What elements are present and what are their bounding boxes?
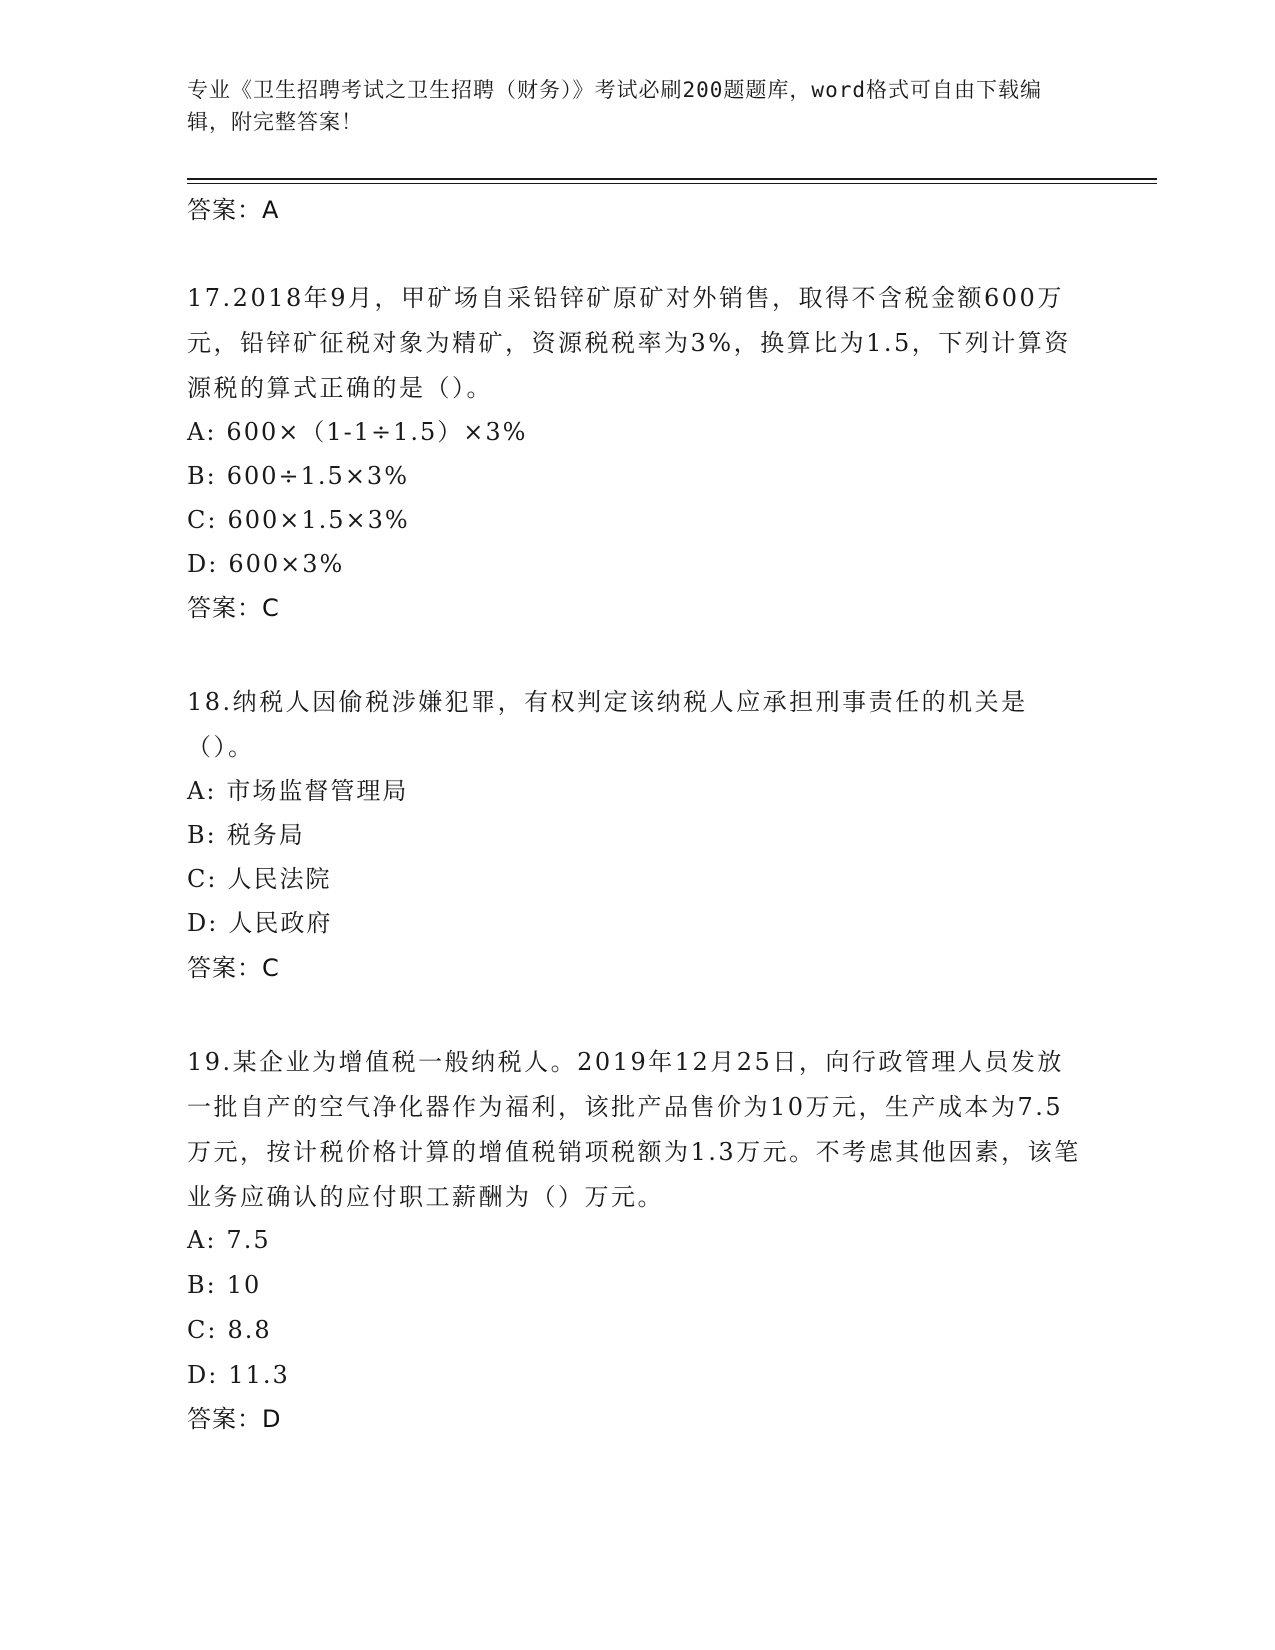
question-17-option-b [187, 461, 409, 491]
option-text: 600×（1-1÷1.5）×3% [226, 418, 528, 446]
question-19-option-d [187, 1360, 290, 1390]
question-17-option-d [187, 549, 344, 579]
option-label: A: [187, 418, 217, 446]
option-label: D: [187, 909, 219, 937]
question-18-answer: 答案：C [187, 954, 280, 982]
question-17-answer: 答案：C [187, 594, 280, 622]
question-19-text: 19.某企业为增值税一般纳税人。2019年12月25日，向行政管理人员发放一批自产的空气净化器作为福利，该批产品售价为10万元，生产成本为7.5万元，按计税价格计算的增值税销项税额为1.3万元。不考虑其他因素，该笔业务应确认的应付职工薪酬为（）万元。 [187, 1048, 1081, 1211]
option-label: D: [187, 550, 219, 578]
header-rule-thin [187, 183, 1157, 184]
question-17-option-c [187, 505, 410, 535]
option-text: 600×3% [228, 550, 345, 578]
option-label: C: [187, 506, 218, 534]
option-label: C: [187, 865, 218, 893]
option-label: C: [187, 1316, 218, 1344]
option-label: B: [187, 1271, 217, 1299]
option-text: 600×1.5×3% [227, 506, 410, 534]
option-text: 人民政府 [228, 909, 333, 937]
header-rule-thick [187, 178, 1157, 180]
question-19-option-b [187, 1270, 261, 1300]
question-18-option-c [187, 864, 331, 894]
option-text: 税务局 [226, 821, 305, 849]
question-18-option-a [187, 776, 408, 806]
question-18-option-d [187, 908, 332, 938]
question-19-answer: 答案：D [187, 1405, 282, 1433]
option-text: 市场监督管理局 [226, 777, 409, 805]
option-text: 8.8 [227, 1316, 272, 1344]
option-text: 11.3 [228, 1361, 290, 1389]
question-18-text: 18.纳税人因偷税涉嫌犯罪，有权判定该纳税人应承担刑事责任的机关是（）。 [187, 688, 1028, 761]
question-17-option-a [187, 417, 527, 447]
option-label: B: [187, 462, 217, 490]
option-label: D: [187, 1361, 219, 1389]
option-label: A: [187, 1226, 217, 1254]
question-19-option-c [187, 1315, 272, 1345]
option-text: 10 [226, 1271, 262, 1299]
option-text: 600÷1.5×3% [226, 462, 410, 490]
question-17-text: 17.2018年9月，甲矿场自采铅锌矿原矿对外销售，取得不含税金额600万元，铅锌矿征税对象为精矿，资源税税率为3%，换算比为1.5，下列计算资源税的算式正确的是（）。 [187, 284, 1071, 402]
option-text: 人民法院 [227, 865, 332, 893]
question-19-option-a [187, 1225, 271, 1255]
option-label: A: [187, 777, 217, 805]
option-text: 7.5 [226, 1226, 271, 1254]
document-header: 专业《卫生招聘考试之卫生招聘（财务）》考试必刷200题题库，word格式可自由下载编辑，附完整答案！ [187, 78, 1042, 134]
option-label: B: [187, 821, 217, 849]
question-18-option-b [187, 820, 305, 850]
answer-prev: 答案：A [187, 196, 280, 224]
